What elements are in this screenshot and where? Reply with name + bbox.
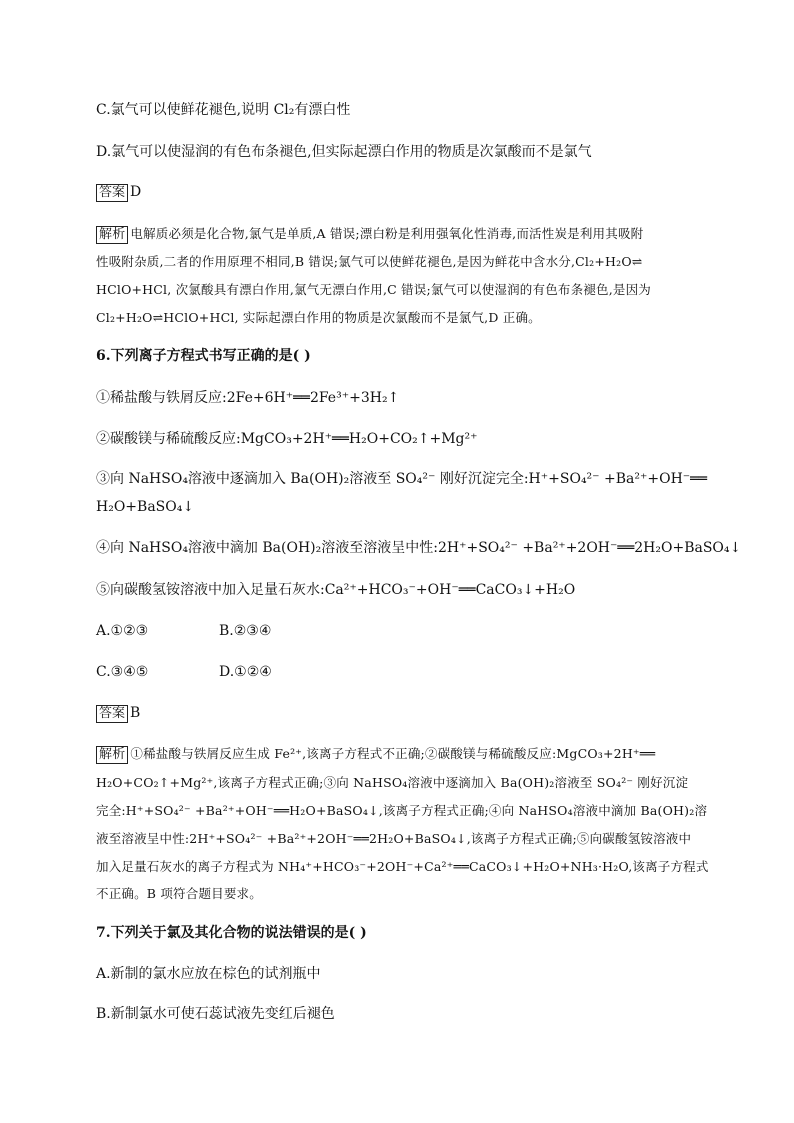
explanation-5-line-3: HClO+HCl, 次氯酸具有漂白作用,氯气无漂白作用,C 错误;氯气可以使湿润的有色布条褪色,是因为 — [96, 282, 651, 297]
option-c: C.氯气可以使鲜花褪色,说明 Cl₂有漂白性 — [96, 102, 351, 118]
answer-label: 答案 — [96, 705, 128, 723]
q6-option-d: D.①②④ — [219, 664, 272, 680]
question-6: 6.下列离子方程式书写正确的是( ) — [96, 348, 311, 364]
explanation-6-line-1 — [96, 745, 655, 764]
option-d: D.氯气可以使湿润的有色布条褪色,但实际起漂白作用的物质是次氯酸而不是氯气 — [96, 144, 592, 160]
q6-option-c: C.③④⑤ — [96, 664, 149, 680]
answer-5 — [96, 183, 141, 202]
q6-option-b: B.②③④ — [219, 623, 272, 639]
explanation-5-line-4: Cl₂+H₂O⇌HClO+HCl, 实际起漂白作用的物质是次氯酸而不是氯气,D 正确。 — [96, 310, 541, 325]
q6-option-a: A.①②③ — [96, 623, 149, 639]
explanation-text: 电解质必须是化合物,氯气是单质,A 错误;漂白粉是利用强氧化性消毒,而活性炭是利用其吸附 — [130, 226, 644, 241]
q6-statement-3a: ③向 NaHSO₄溶液中逐滴加入 Ba(OH)₂溶液至 SO₄²⁻ 刚好沉淀完全:H⁺+SO₄²⁻ +Ba²⁺+OH⁻══ — [96, 471, 708, 487]
answer-label: 答案 — [96, 184, 128, 202]
q7-option-b: B.新制氯水可使石蕊试液先变红后褪色 — [96, 1006, 335, 1022]
q6-statement-3b: H₂O+BaSO₄↓ — [96, 499, 195, 515]
answer-value: D — [130, 184, 142, 200]
explanation-text: ①稀盐酸与铁屑反应生成 Fe²⁺,该离子方程式不正确;②碳酸镁与稀硫酸反应:MgCO₃+2H⁺══ — [130, 746, 656, 761]
q6-statement-5: ⑤向碳酸氢铵溶液中加入足量石灰水:Ca²⁺+HCO₃⁻+OH⁻══CaCO₃↓+H₂O — [96, 582, 576, 598]
answer-value: B — [130, 705, 141, 721]
explanation-6-line-3: 完全:H⁺+SO₄²⁻ +Ba²⁺+OH⁻══H₂O+BaSO₄↓,该离子方程式正确;④向 NaHSO₄溶液中滴加 Ba(OH)₂溶 — [96, 803, 708, 818]
question-7: 7.下列关于氯及其化合物的说法错误的是( ) — [96, 925, 367, 941]
explanation-6-line-4: 液至溶液呈中性:2H⁺+SO₄²⁻ +Ba²⁺+2OH⁻══2H₂O+BaSO₄↓,该离子方程式正确;⑤向碳酸氢铵溶液中 — [96, 831, 692, 846]
q6-statement-1: ①稀盐酸与铁屑反应:2Fe+6H⁺══2Fe³⁺+3H₂↑ — [96, 390, 400, 406]
explanation-6-line-2: H₂O+CO₂↑+Mg²⁺,该离子方程式正确;③向 NaHSO₄溶液中逐滴加入 Ba(OH)₂溶液至 SO₄²⁻ 刚好沉淀 — [96, 775, 689, 790]
q6-statement-4: ④向 NaHSO₄溶液中滴加 Ba(OH)₂溶液至溶液呈中性:2H⁺+SO₄²⁻ +Ba²⁺+2OH⁻══2H₂O+BaSO₄↓ — [96, 540, 742, 556]
explanation-label: 解析 — [96, 226, 128, 244]
explanation-5-line-1 — [96, 225, 643, 244]
explanation-6-line-6: 不正确。B 项符合题目要求。 — [96, 886, 262, 901]
explanation-5-line-2: 性吸附杂质,二者的作用原理不相同,B 错误;氯气可以使鲜花褪色,是因为鲜花中含水分,Cl₂+H₂O⇌ — [96, 254, 643, 269]
q7-option-a: A.新制的氯水应放在棕色的试剂瓶中 — [96, 966, 321, 982]
explanation-label: 解析 — [96, 746, 128, 764]
q6-statement-2: ②碳酸镁与稀硫酸反应:MgCO₃+2H⁺══H₂O+CO₂↑+Mg²⁺ — [96, 431, 478, 447]
explanation-6-line-5: 加入足量石灰水的离子方程式为 NH₄⁺+HCO₃⁻+2OH⁻+Ca²⁺══CaCO₃↓+H₂O+NH₃·H₂O,该离子方程式 — [96, 859, 709, 874]
answer-6 — [96, 704, 140, 723]
